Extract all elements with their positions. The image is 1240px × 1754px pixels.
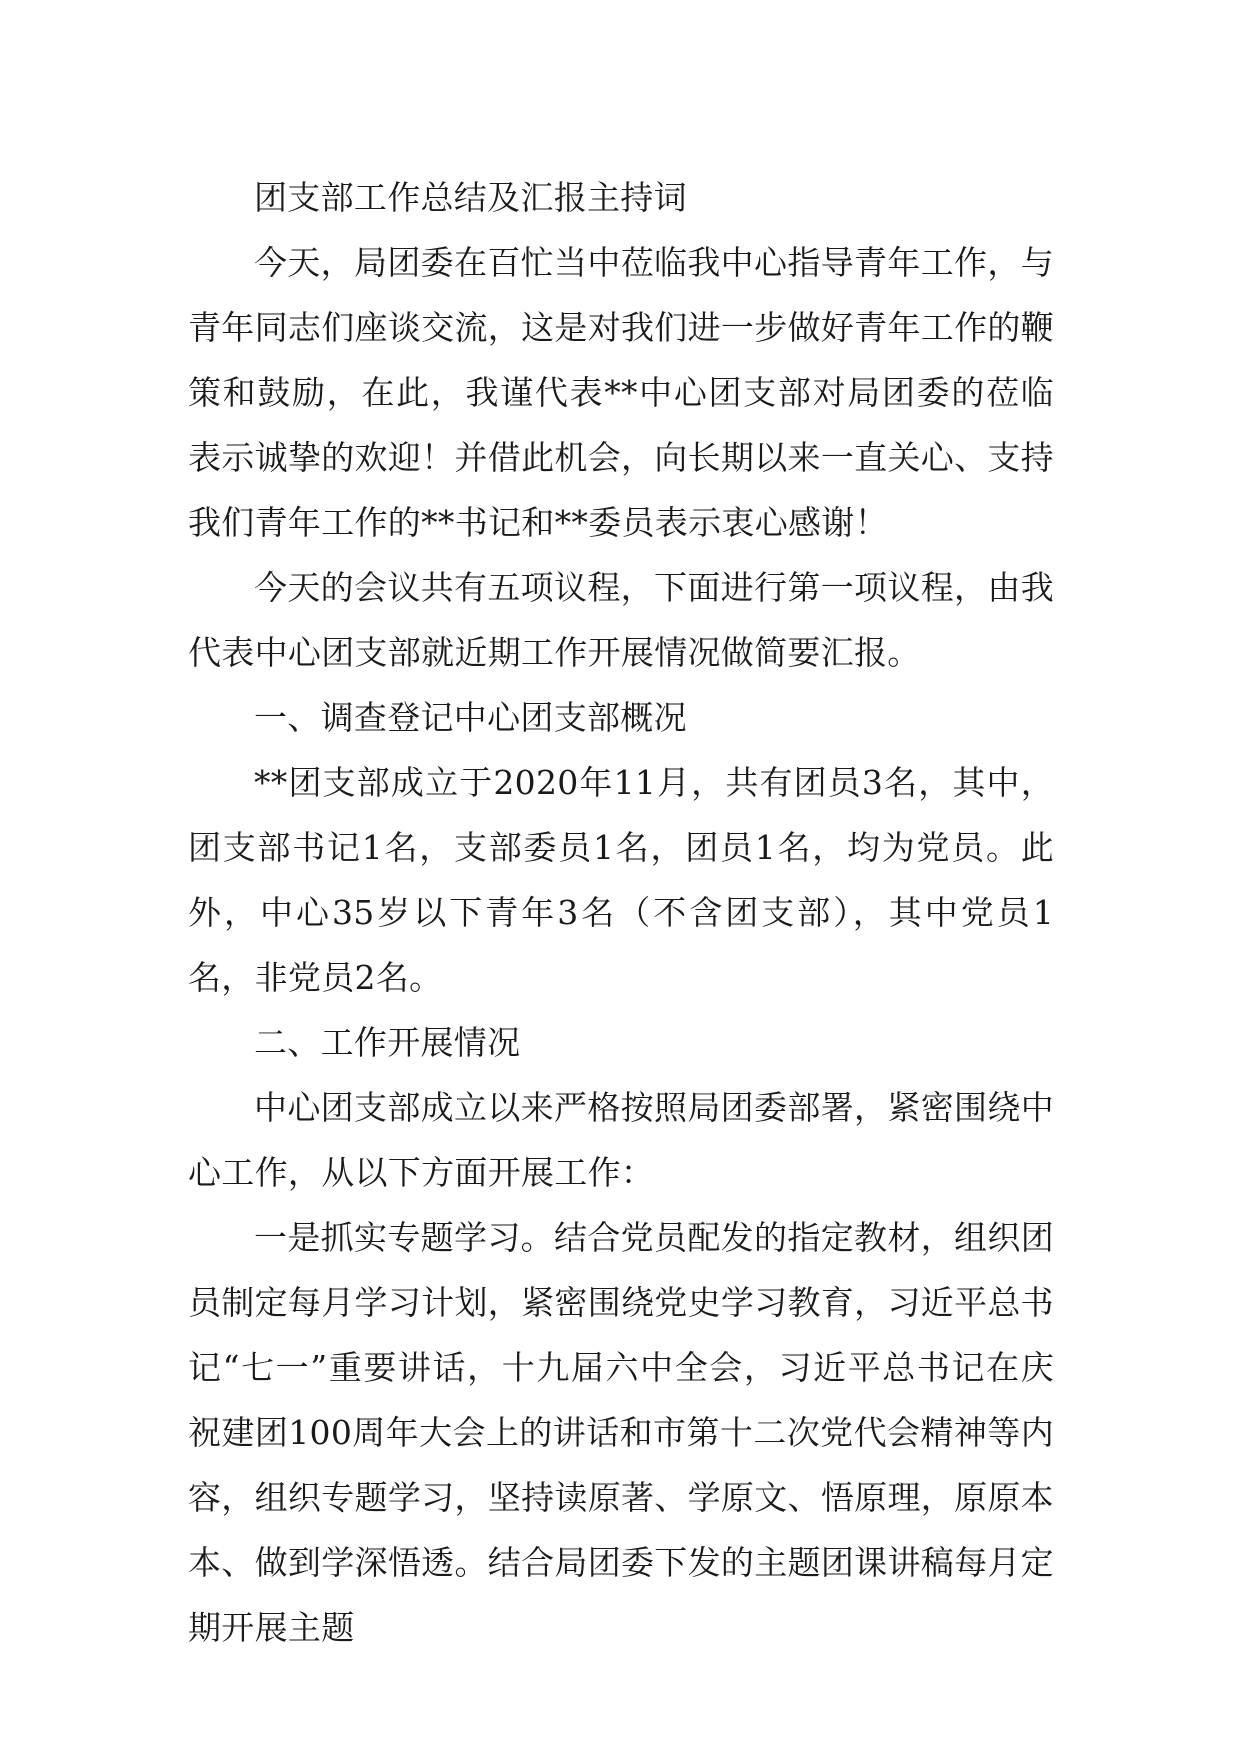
paragraph: 中心团支部成立以来严格按照局团委部署，紧密围绕中心工作，从以下方面开展工作：	[188, 1088, 1054, 1192]
section-heading: 二、工作开展情况	[254, 1023, 521, 1062]
paragraph: 今天，局团委在百忙当中莅临我中心指导青年工作，与青年同志们座谈交流，这是对我们进一步做好青年工作的鞭策和鼓励，在此，我谨代表**中心团支部对局团委的莅临表示诚挚的欢迎！并借此机会，向长期以来一直关心、支持我们青年工作的**书记和**委员表示衷心感谢！	[188, 243, 1054, 542]
document-body	[188, 165, 1054, 1660]
paragraph: 今天的会议共有五项议程，下面进行第一项议程，由我代表中心团支部就近期工作开展情况做简要汇报。	[188, 568, 1054, 672]
paragraph: **团支部成立于2020年11月，共有团员3名，其中，团支部书记1名，支部委员1名，团员1名，均为党员。此外，中心35岁以下青年3名（不含团支部），其中党员1名，非党员2名。	[188, 763, 1054, 997]
paragraph: 一是抓实专题学习。结合党员配发的指定教材，组织团员制定每月学习计划，紧密围绕党史学习教育，习近平总书记“七一”重要讲话，十九届六中全会，习近平总书记在庆祝建团100周年大会上的讲话和市第十二次党代会精神等内容，组织专题学习，坚持读原著、学原文、悟原理，原原本本、做到学深悟透。结合局团委下发的主题团课讲稿每月定期开展主题	[188, 1218, 1054, 1647]
section-heading: 一、调查登记中心团支部概况	[254, 698, 687, 737]
document-title: 团支部工作总结及汇报主持词	[254, 178, 687, 217]
